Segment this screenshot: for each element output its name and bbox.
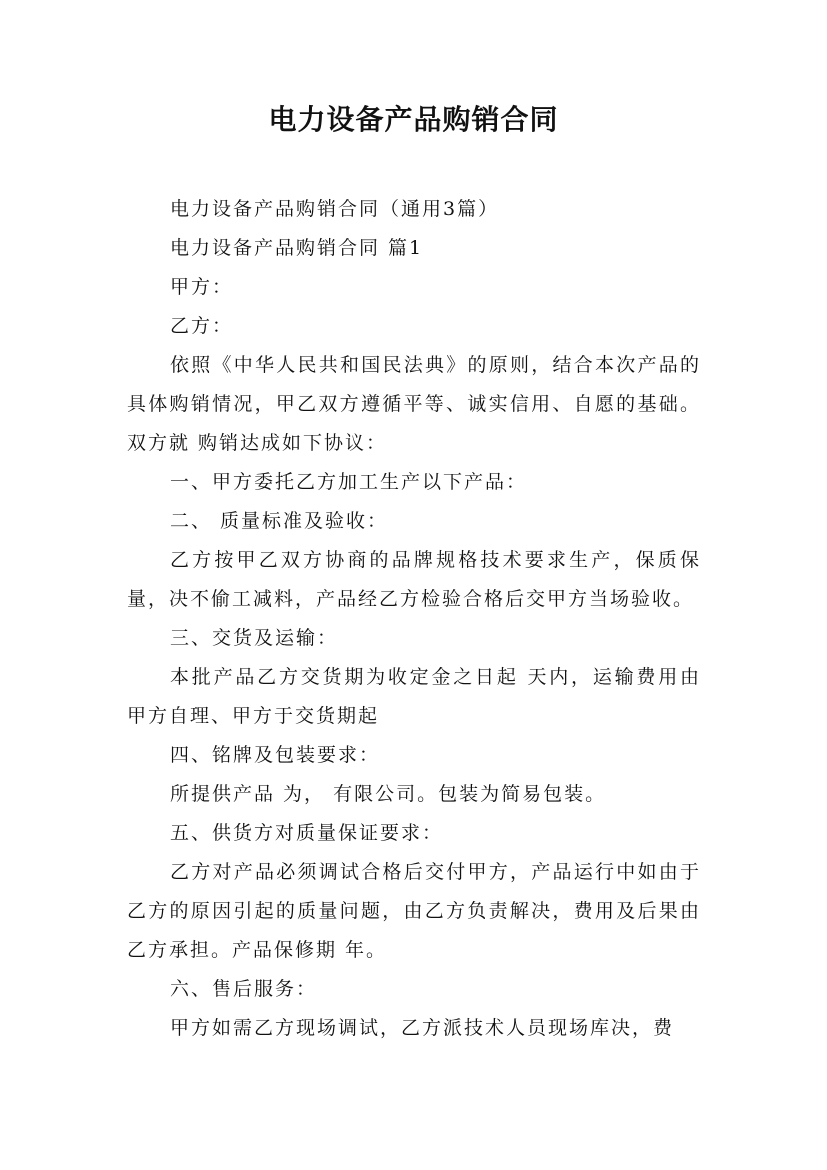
clause-paragraph: 乙方按甲乙双方协商的品牌规格技术要求生产，保质保量，决不偷工减料，产品经乙方检验合格后交甲方当场验收。	[127, 549, 701, 610]
clause-paragraph: 所提供产品 为， 有限公司。包装为简易包装。	[170, 783, 607, 805]
party-a-field: 甲方：	[170, 276, 234, 298]
clause-paragraph: 乙方对产品必须调试合格后交付甲方，产品运行中如由于乙方的原因引起的质量问题，由乙方负责解决，费用及后果由乙方承担。产品保修期 年。	[127, 861, 701, 961]
clause-heading: 六、售后服务：	[170, 978, 318, 1000]
clause-paragraph: 本批产品乙方交货期为收定金之日起 天内，运输费用由甲方自理、甲方于交货期起	[127, 666, 701, 727]
clause-heading: 三、交货及运输：	[170, 627, 339, 649]
document-body	[127, 190, 701, 1048]
section-heading: 电力设备产品购销合同 篇1	[170, 237, 424, 259]
clause-paragraph: 甲方如需乙方现场调试，乙方派技术人员现场库决，费	[170, 1017, 675, 1039]
preamble-paragraph: 依照《中华人民共和国民法典》的原则，结合本次产品的具体购销情况，甲乙双方遵循平等、诚实信用、自愿的基础。双方就 购销达成如下协议：	[127, 354, 701, 454]
subtitle-paragraph: 电力设备产品购销合同（通用3篇）	[170, 198, 500, 220]
document-title: 电力设备产品购销合同	[268, 103, 559, 136]
clause-heading: 四、铭牌及包装要求：	[170, 744, 381, 766]
clause-heading: 二、 质量标准及验收：	[170, 510, 389, 532]
party-b-field: 乙方：	[170, 315, 234, 337]
clause-heading: 五、供货方对质量保证要求：	[170, 822, 444, 844]
clause-heading: 一、甲方委托乙方加工生产以下产品：	[170, 471, 528, 493]
